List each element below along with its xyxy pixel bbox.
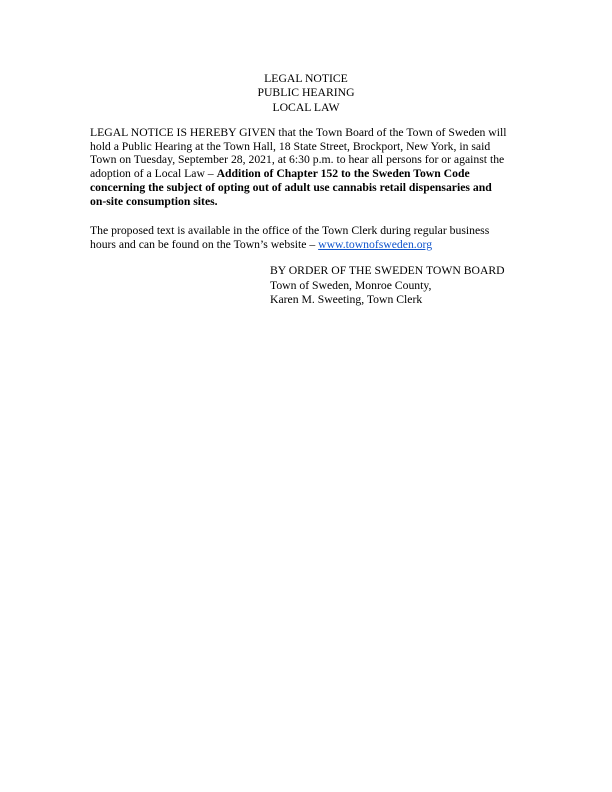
hearing-notice-paragraph xyxy=(90,126,530,208)
chapter-title-bold: Addition of Chapter 152 to the Sweden Town Code xyxy=(216,167,470,181)
signature-clerk-line: Karen M. Sweeting, Town Clerk xyxy=(270,293,423,307)
heading-legal-notice: LEGAL NOTICE xyxy=(264,72,348,85)
signature-block xyxy=(270,264,505,308)
paragraph-line: Town on Tuesday, September 28, 2021, at 6:30 p.m. to hear all persons for or against the xyxy=(90,153,505,167)
chapter-subject-bold: concerning the subject of opting out of adult use cannabis retail dispensaries and xyxy=(90,180,492,194)
heading-public-hearing: PUBLIC HEARING xyxy=(257,86,355,100)
adoption-text: adoption of a Local Law – xyxy=(90,167,217,181)
signature-town-line: Town of Sweden, Monroe County, xyxy=(270,278,432,292)
town-website-link[interactable]: www.townofsweden.org xyxy=(318,237,433,251)
website-lead-text: hours and can be found on the Town’s website – xyxy=(90,237,319,251)
paragraph-line: hold a Public Hearing at the Town Hall, 18 State Street, Brockport, New York, in said xyxy=(90,139,491,153)
signature-order-line: BY ORDER OF THE SWEDEN TOWN BOARD xyxy=(270,264,505,277)
paragraph-line xyxy=(90,167,530,181)
notice-heading xyxy=(0,72,612,115)
chapter-subject-bold: on-site consumption sites. xyxy=(90,194,218,208)
availability-paragraph xyxy=(90,224,530,251)
paragraph-line xyxy=(90,238,530,252)
paragraph-line: LEGAL NOTICE IS HEREBY GIVEN that the Town Board of the Town of Sweden will xyxy=(90,126,507,139)
paragraph-line: The proposed text is available in the office of the Town Clerk during regular business xyxy=(90,224,490,237)
heading-local-law: LOCAL LAW xyxy=(272,100,340,114)
